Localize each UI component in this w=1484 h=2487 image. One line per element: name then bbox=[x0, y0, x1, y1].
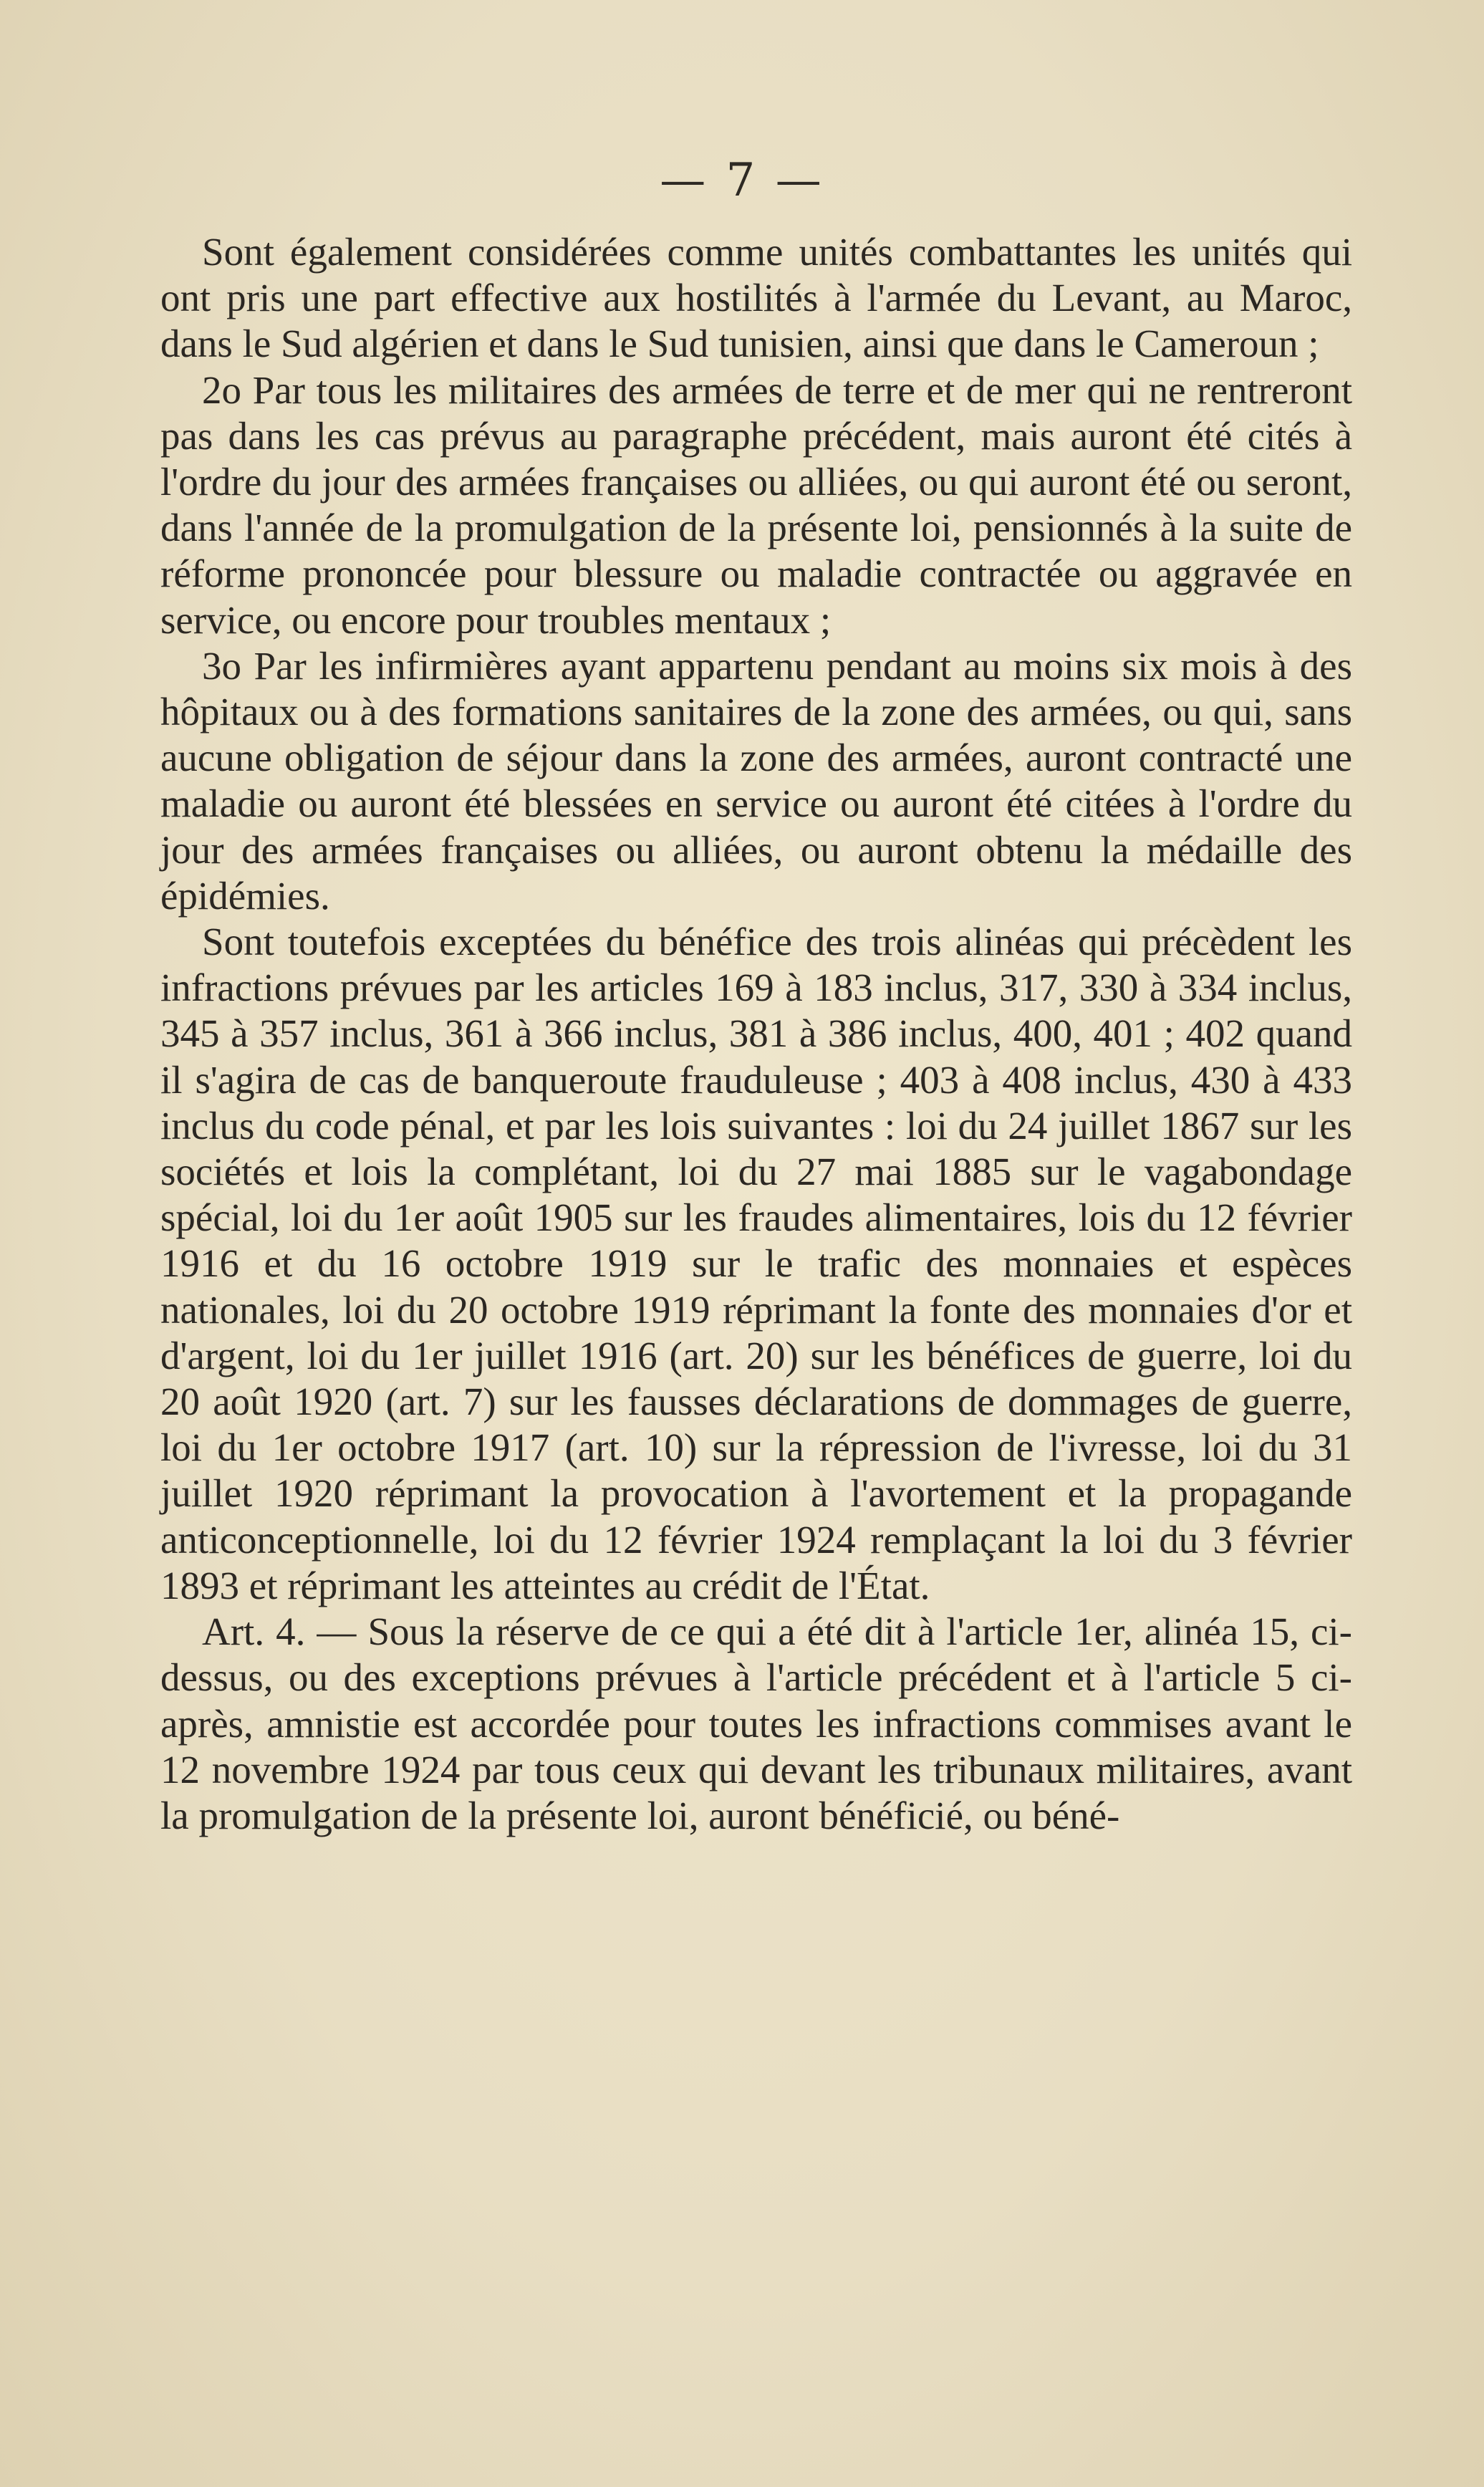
paragraph-3o-infirmieres: 3o Par les infirmières ayant appartenu pendant au moins six mois à des hôpitaux ou à des formations sanitaires de la zone des armées, ou qui, sans aucune obligation de séjour dans la zone des armées, auront contracté une maladie ou auront été blessées en service ou auront été citées à l'ordre du jour des armées françaises ou alliées, ou auront obtenu la médaille des épidémies. bbox=[160, 643, 1352, 918]
paragraph-2o-militaires: 2o Par tous les militaires des armées de terre et de mer qui ne rentreront pas dans les cas prévus au paragraphe précédent, mais auront été cités à l'ordre du jour des armées françaises ou alliées, ou qui auront été ou seront, dans l'année de la promulgation de la présente loi, pensionnés à la suite de réforme prononcée pour blessure ou maladie contractée ou aggravée en service, ou encore pour troubles mentaux ; bbox=[160, 367, 1352, 642]
page-number: — 7 — bbox=[660, 154, 824, 207]
paragraph-exceptions: Sont toutefois exceptées du bénéfice des trois alinéas qui précèdent les infractions prévues par les articles 169 à 183 inclus, 317, 330 à 334 inclus, 345 à 357 inclus, 361 à 366 inclus, 381 à 386 inclus, 400, 401 ; 402 quand il s'agira de cas de banqueroute frauduleuse ; 403 à 408 inclus, 430 à 433 inclus du code pénal, et par les lois suivantes : loi du 24 juillet 1867 sur les sociétés et lois la complétant, loi du 27 mai 1885 sur le vagabondage spécial, loi du 1er août 1905 sur les fraudes alimentaires, lois du 12 février 1916 et du 16 octobre 1919 sur le trafic des monnaies et espèces nationales, loi du 20 octobre 1919 réprimant la fonte des monnaies d'or et d'argent, loi du 1er juillet 1916 (art. 20) sur les bénéfices de guerre, loi du 20 août 1920 (art. 7) sur les fausses déclarations de dommages de guerre, loi du 1er octobre 1917 (art. 10) sur la répression de l'ivresse, loi du 31 juillet 1920 réprimant la provocation à l'avortement et la propagande anticonceptionnelle, loi du 12 février 1924 remplaçant la loi du 3 février 1893 et réprimant les atteintes au crédit de l'État. bbox=[160, 920, 1352, 1607]
paragraph-article-4: Art. 4. — Sous la réserve de ce qui a été dit à l'article 1er, alinéa 15, ci-dessus, ou des exceptions prévues à l'article précédent et à l'article 5 ci-après, amnistie est accordée pour toutes les infractions commises avant le 12 novembre 1924 par tous ceux qui devant les tribunaux militaires, avant la promulgation de la présente loi, auront bénéficié, ou béné- bbox=[160, 1610, 1352, 1837]
paragraph-units-combattantes: Sont également considérées comme unités combattantes les unités qui ont pris une part effective aux hostilités à l'armée du Levant, au Maroc, dans le Sud algérien et dans le Sud tunisien, ainsi que dans le Cameroun ; bbox=[160, 230, 1352, 366]
body-text bbox=[160, 229, 1352, 1839]
